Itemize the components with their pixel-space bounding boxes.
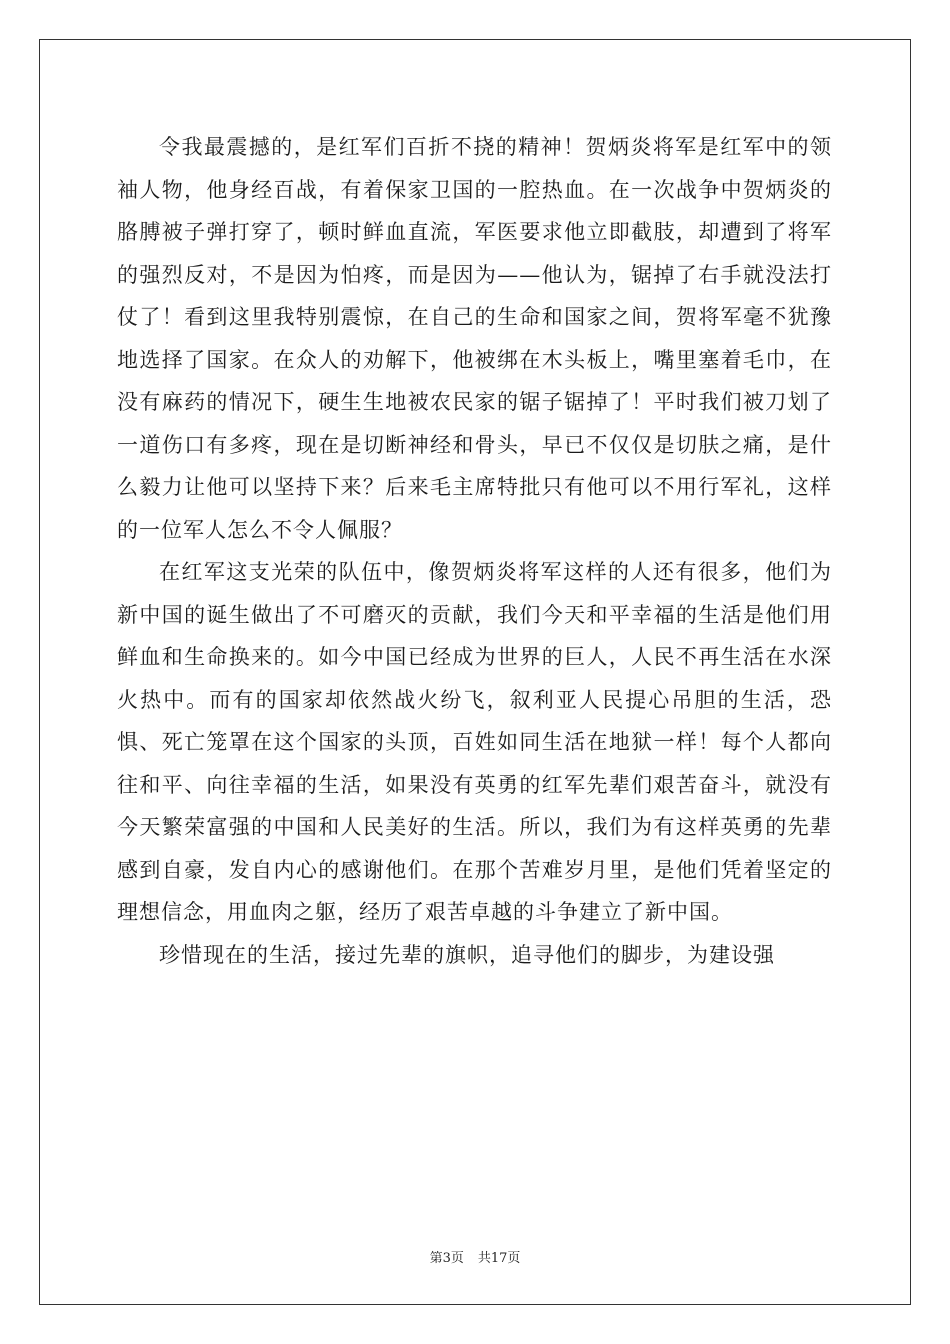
body-text bbox=[117, 126, 832, 976]
page-number: 第3页 bbox=[429, 1251, 464, 1266]
paragraph-1: 令我最震撼的，是红军们百折不挠的精神！贺炳炎将军是红军中的领袖人物，他身经百战，有着保家卫国的一腔热血。在一次战争中贺炳炎的胳膊被子弹打穿了，顿时鲜血直流，军医要求他立即截肢，却遭到了将军的强烈反对，不是因为怕疼，而是因为——他认为，锯掉了右手就没法打仗了！看到这里我特别震惊，在自己的生命和国家之间，贺将军毫不犹豫地选择了国家。在众人的劝解下，他被绑在木头板上，嘴里塞着毛巾，在没有麻药的情况下，硬生生地被农民家的锯子锯掉了！平时我们被刀划了一道伤口有多疼，现在是切断神经和骨头，早已不仅仅是切肤之痛，是什么毅力让他可以坚持下来？后来毛主席特批只有他可以不用行军礼，这样的一位军人怎么不令人佩服？ bbox=[117, 135, 832, 542]
paragraph-3: 珍惜现在的生活，接过先辈的旗帜，追寻他们的脚步，为建设强 bbox=[159, 942, 775, 967]
paragraph-2: 在红军这支光荣的队伍中，像贺炳炎将军这样的人还有很多，他们为新中国的诞生做出了不可磨灭的贡献，我们今天和平幸福的生活是他们用鲜血和生命换来的。如今中国已经成为世界的巨人，人民不再生活在水深火热中。而有的国家却依然战火纷飞，叙利亚人民提心吊胆的生活，恐惧、死亡笼罩在这个国家的头顶，百姓如同生活在地狱一样！每个人都向往和平、向往幸福的生活，如果没有英勇的红军先辈们艰苦奋斗，就没有今天繁荣富强的中国和人民美好的生活。所以，我们为有这样英勇的先辈感到自豪，发自内心的感谢他们。在那个苦难岁月里，是他们凭着坚定的理想信念，用血肉之躯，经历了艰苦卓越的斗争建立了新中国。 bbox=[117, 560, 832, 924]
page-total: 共17页 bbox=[477, 1251, 521, 1266]
page-footer bbox=[0, 1247, 950, 1266]
